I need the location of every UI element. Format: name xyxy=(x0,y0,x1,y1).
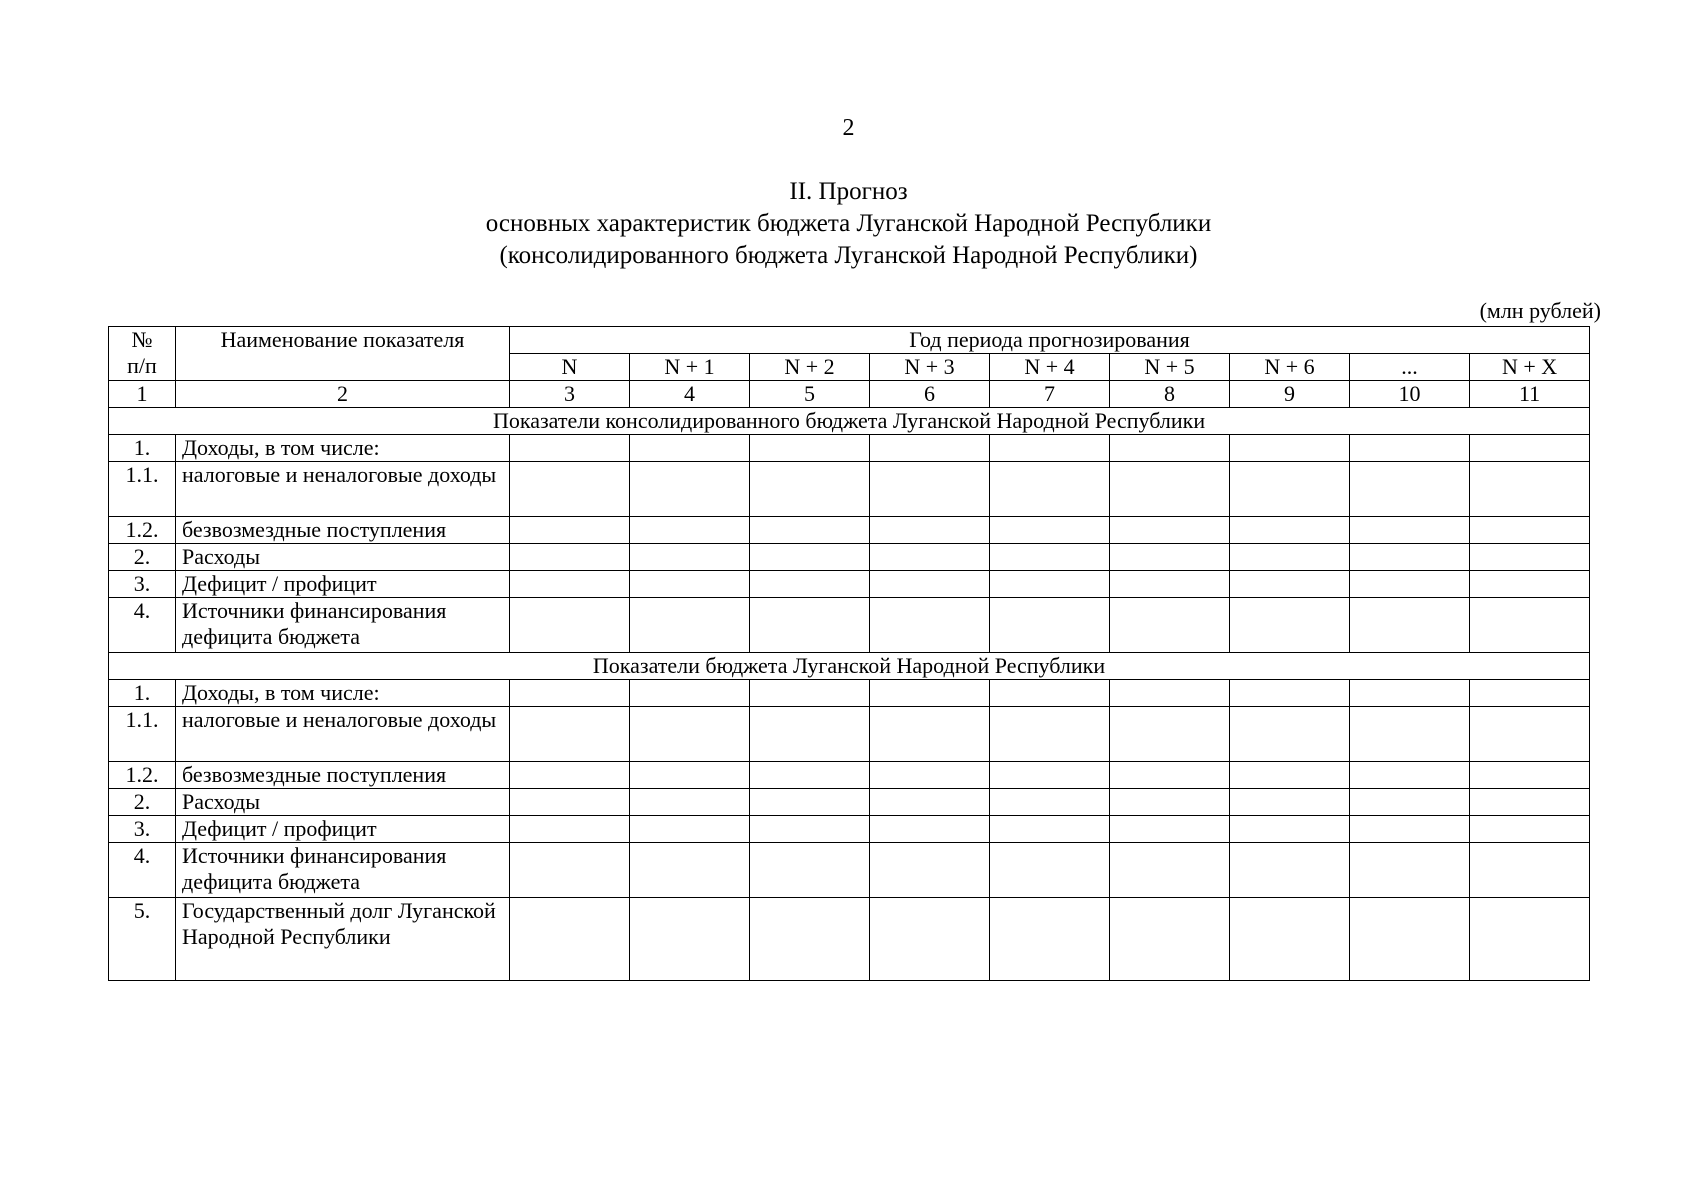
row-number: 1.1. xyxy=(109,462,176,517)
value-cell xyxy=(630,843,750,898)
year-header-cell: N + 1 xyxy=(630,354,750,381)
table-row xyxy=(109,680,1590,707)
value-cell xyxy=(990,898,1110,981)
value-cell xyxy=(870,462,990,517)
column-number-cell: 10 xyxy=(1350,381,1470,408)
value-cell xyxy=(870,789,990,816)
row-number: 3. xyxy=(109,816,176,843)
page-number: 2 xyxy=(842,115,855,141)
value-cell xyxy=(1350,598,1470,653)
value-cell xyxy=(1110,898,1230,981)
units-label: (млн рублей) xyxy=(1479,298,1601,323)
column-number-cell: 2 xyxy=(176,381,510,408)
value-cell xyxy=(750,598,870,653)
value-cell xyxy=(1230,517,1350,544)
row-indicator-name: налоговые и неналоговые доходы xyxy=(176,462,510,517)
column-number-cell: 1 xyxy=(109,381,176,408)
value-cell xyxy=(1350,707,1470,762)
value-cell xyxy=(1110,517,1230,544)
column-number-cell: 9 xyxy=(1230,381,1350,408)
value-cell xyxy=(990,707,1110,762)
year-header-cell: N + 5 xyxy=(1110,354,1230,381)
value-cell xyxy=(1230,462,1350,517)
value-cell xyxy=(630,598,750,653)
table-row xyxy=(109,517,1590,544)
value-cell xyxy=(750,571,870,598)
row-number: 4. xyxy=(109,843,176,898)
value-cell xyxy=(1350,435,1470,462)
value-cell xyxy=(990,762,1110,789)
row-number: 1. xyxy=(109,435,176,462)
value-cell xyxy=(990,598,1110,653)
table-row xyxy=(109,843,1590,898)
value-cell xyxy=(750,544,870,571)
value-cell xyxy=(510,435,630,462)
row-indicator-name: Доходы, в том числе: xyxy=(176,435,510,462)
header-number-cell xyxy=(109,327,176,381)
value-cell xyxy=(1230,544,1350,571)
year-header-cell: N xyxy=(510,354,630,381)
row-indicator-name: безвозмездные поступления xyxy=(176,762,510,789)
table-row xyxy=(109,707,1590,762)
value-cell xyxy=(1230,598,1350,653)
value-cell xyxy=(1470,435,1590,462)
year-header-cell: N + 2 xyxy=(750,354,870,381)
value-cell xyxy=(1350,762,1470,789)
value-cell xyxy=(750,843,870,898)
row-number: 1. xyxy=(109,680,176,707)
value-cell xyxy=(750,762,870,789)
value-cell xyxy=(1470,544,1590,571)
forecast-table xyxy=(108,326,1590,981)
section-title: Показатели консолидированного бюджета Луганской Народной Республики xyxy=(109,408,1590,435)
value-cell xyxy=(990,462,1110,517)
value-cell xyxy=(990,680,1110,707)
year-header-cell: N + 4 xyxy=(990,354,1110,381)
value-cell xyxy=(870,435,990,462)
value-cell xyxy=(630,816,750,843)
value-cell xyxy=(1350,843,1470,898)
column-number-cell: 8 xyxy=(1110,381,1230,408)
value-cell xyxy=(1230,707,1350,762)
value-cell xyxy=(870,843,990,898)
title-line-1: II. Прогноз xyxy=(789,178,908,205)
value-cell xyxy=(630,435,750,462)
value-cell xyxy=(1350,898,1470,981)
row-indicator-name: Источники финансирования дефицита бюджета xyxy=(176,843,510,898)
value-cell xyxy=(870,707,990,762)
value-cell xyxy=(630,462,750,517)
header-number-symbol: № xyxy=(131,327,153,352)
year-header-cell: N + 3 xyxy=(870,354,990,381)
column-number-cell: 11 xyxy=(1470,381,1590,408)
value-cell xyxy=(1230,843,1350,898)
value-cell xyxy=(990,843,1110,898)
value-cell xyxy=(510,517,630,544)
value-cell xyxy=(1470,843,1590,898)
document-title xyxy=(0,176,1697,272)
value-cell xyxy=(1110,680,1230,707)
row-indicator-name: Государственный долг Луганской Народной Республики xyxy=(176,898,510,981)
table-row xyxy=(109,816,1590,843)
value-cell xyxy=(1470,898,1590,981)
value-cell xyxy=(750,435,870,462)
table-row xyxy=(109,762,1590,789)
value-cell xyxy=(630,789,750,816)
value-cell xyxy=(750,680,870,707)
section-row xyxy=(109,653,1590,680)
value-cell xyxy=(510,707,630,762)
value-cell xyxy=(870,816,990,843)
value-cell xyxy=(750,789,870,816)
value-cell xyxy=(1350,462,1470,517)
value-cell xyxy=(1230,816,1350,843)
value-cell xyxy=(630,680,750,707)
table-row xyxy=(109,435,1590,462)
value-cell xyxy=(1470,517,1590,544)
value-cell xyxy=(870,571,990,598)
value-cell xyxy=(990,517,1110,544)
value-cell xyxy=(990,816,1110,843)
value-cell xyxy=(510,762,630,789)
row-number: 2. xyxy=(109,789,176,816)
value-cell xyxy=(1350,789,1470,816)
column-number-cell: 7 xyxy=(990,381,1110,408)
row-number: 1.2. xyxy=(109,762,176,789)
value-cell xyxy=(870,762,990,789)
column-number-cell: 5 xyxy=(750,381,870,408)
value-cell xyxy=(630,898,750,981)
value-cell xyxy=(1110,707,1230,762)
table-row xyxy=(109,898,1590,981)
year-header-cell: N + 6 xyxy=(1230,354,1350,381)
value-cell xyxy=(870,544,990,571)
value-cell xyxy=(990,789,1110,816)
column-number-cell: 3 xyxy=(510,381,630,408)
value-cell xyxy=(1110,462,1230,517)
section-row xyxy=(109,408,1590,435)
value-cell xyxy=(1470,680,1590,707)
table-row xyxy=(109,462,1590,517)
value-cell xyxy=(630,571,750,598)
value-cell xyxy=(750,898,870,981)
row-indicator-name: Доходы, в том числе: xyxy=(176,680,510,707)
section-title: Показатели бюджета Луганской Народной Республики xyxy=(109,653,1590,680)
value-cell xyxy=(990,435,1110,462)
row-number: 3. xyxy=(109,571,176,598)
header-period-cell: Год периода прогнозирования xyxy=(510,327,1590,354)
value-cell xyxy=(1230,789,1350,816)
value-cell xyxy=(510,571,630,598)
value-cell xyxy=(1110,544,1230,571)
header-row-1 xyxy=(109,327,1590,354)
value-cell xyxy=(630,517,750,544)
value-cell xyxy=(1110,843,1230,898)
value-cell xyxy=(510,680,630,707)
value-cell xyxy=(1470,789,1590,816)
row-indicator-name: безвозмездные поступления xyxy=(176,517,510,544)
value-cell xyxy=(1350,680,1470,707)
value-cell xyxy=(1110,435,1230,462)
value-cell xyxy=(870,517,990,544)
value-cell xyxy=(1230,680,1350,707)
value-cell xyxy=(510,462,630,517)
row-number: 5. xyxy=(109,898,176,981)
value-cell xyxy=(750,707,870,762)
column-number-cell: 6 xyxy=(870,381,990,408)
row-number: 4. xyxy=(109,598,176,653)
value-cell xyxy=(510,598,630,653)
year-header-cell: ... xyxy=(1350,354,1470,381)
row-number: 1.1. xyxy=(109,707,176,762)
title-line-3: (консолидированного бюджета Луганской Народной Республики) xyxy=(499,242,1198,269)
value-cell xyxy=(750,816,870,843)
value-cell xyxy=(990,571,1110,598)
header-number-abbr: п/п xyxy=(127,353,157,378)
value-cell xyxy=(1110,762,1230,789)
value-cell xyxy=(1110,816,1230,843)
value-cell xyxy=(630,544,750,571)
value-cell xyxy=(1230,571,1350,598)
table-row xyxy=(109,789,1590,816)
value-cell xyxy=(1470,598,1590,653)
value-cell xyxy=(1350,517,1470,544)
table-row xyxy=(109,598,1590,653)
value-cell xyxy=(1110,789,1230,816)
value-cell xyxy=(1230,762,1350,789)
row-indicator-name: Расходы xyxy=(176,544,510,571)
table-row xyxy=(109,544,1590,571)
row-indicator-name: Расходы xyxy=(176,789,510,816)
value-cell xyxy=(1470,571,1590,598)
value-cell xyxy=(1470,762,1590,789)
table-row xyxy=(109,571,1590,598)
value-cell xyxy=(1230,898,1350,981)
value-cell xyxy=(1470,816,1590,843)
value-cell xyxy=(630,707,750,762)
value-cell xyxy=(510,789,630,816)
row-number: 2. xyxy=(109,544,176,571)
value-cell xyxy=(510,816,630,843)
value-cell xyxy=(1230,435,1350,462)
value-cell xyxy=(1110,598,1230,653)
header-column-numbers-row xyxy=(109,381,1590,408)
row-indicator-name: Источники финансирования дефицита бюджета xyxy=(176,598,510,653)
year-header-cell: N + X xyxy=(1470,354,1590,381)
row-indicator-name: Дефицит / профицит xyxy=(176,571,510,598)
column-number-cell: 4 xyxy=(630,381,750,408)
value-cell xyxy=(990,544,1110,571)
value-cell xyxy=(1350,816,1470,843)
title-line-2: основных характеристик бюджета Луганской Народной Республики xyxy=(485,210,1212,237)
value-cell xyxy=(750,462,870,517)
value-cell xyxy=(1110,571,1230,598)
value-cell xyxy=(510,898,630,981)
value-cell xyxy=(510,544,630,571)
header-name-cell: Наименование показателя xyxy=(176,327,510,381)
value-cell xyxy=(750,517,870,544)
row-indicator-name: Дефицит / профицит xyxy=(176,816,510,843)
value-cell xyxy=(870,898,990,981)
value-cell xyxy=(1350,571,1470,598)
row-indicator-name: налоговые и неналоговые доходы xyxy=(176,707,510,762)
value-cell xyxy=(1350,544,1470,571)
value-cell xyxy=(630,762,750,789)
value-cell xyxy=(1470,462,1590,517)
value-cell xyxy=(870,680,990,707)
value-cell xyxy=(1470,707,1590,762)
row-number: 1.2. xyxy=(109,517,176,544)
value-cell xyxy=(870,598,990,653)
value-cell xyxy=(510,843,630,898)
